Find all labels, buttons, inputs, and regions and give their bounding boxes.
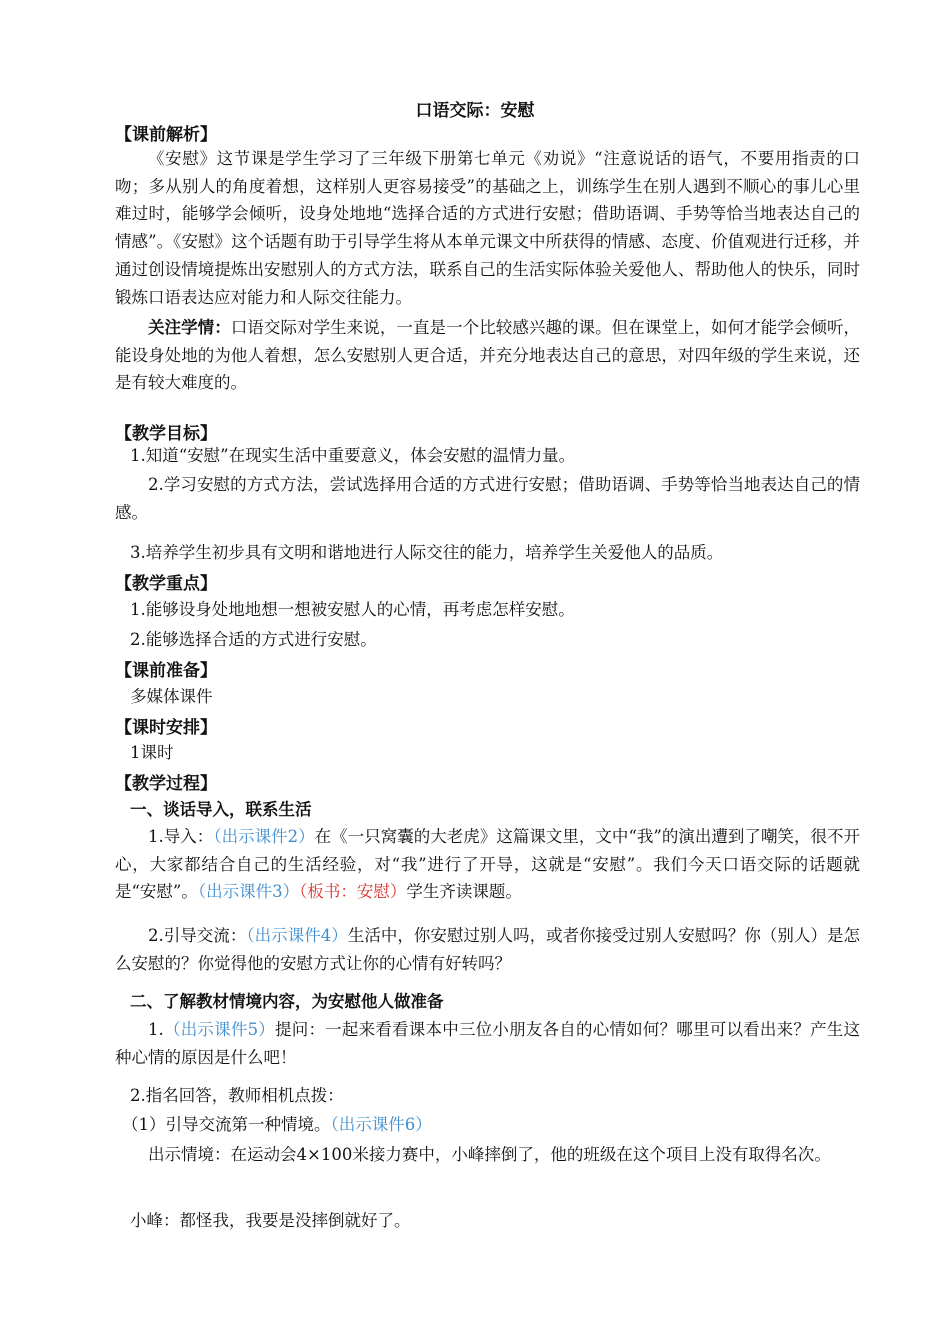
courseware-ref: （出示课件6） [330, 1115, 432, 1134]
heading-analysis: 【课前解析】 [115, 125, 217, 145]
para-text: （1）引导交流第一种情境。 [122, 1115, 331, 1134]
keypoint-item: 1.能够设身处地地想一想被安慰人的心情，再考虑怎样安慰。 [130, 600, 575, 619]
heading-prep: 【课前准备】 [115, 661, 217, 681]
para-text: 提问：一起来看看课本中三位小朋友各自的心情如何？哪里可以看出来？产生这种心情的原因是什么吧！ [115, 1020, 861, 1067]
schedule-text: 1课时 [130, 743, 174, 762]
section-2-title: 二、了解教材情境内容，为安慰他人做准备 [130, 992, 444, 1011]
section-1-paragraph-2 [115, 922, 860, 977]
para-text: 在《一只窝囊的大老虎》这篇课文里，文中“我”的演出遭到了嘲笑，很不开心，大家都结合自己的生活经验，对“我”进行了开导，这就是“安慰”。我们今天口语交际的话题就是“安慰”。 [115, 827, 861, 902]
section-2-paragraph-1 [115, 1016, 860, 1071]
heading-process: 【教学过程】 [115, 774, 217, 794]
para-lead: 1. [148, 1020, 164, 1039]
para-lead: 1.导入： [148, 827, 214, 846]
keypoint-item: 2.能够选择合适的方式进行安慰。 [130, 630, 377, 649]
section-2-paragraph-2: 2.指名回答，教师相机点拨： [130, 1086, 344, 1105]
para-text: 生活中，你安慰过别人吗，或者你接受过别人安慰吗？你（别人）是怎么安慰的？你觉得他的安慰方式让你的心情有好转吗？ [115, 926, 861, 973]
para-text: 学生齐读课题。 [406, 882, 522, 902]
courseware-ref: （出示课件4） [246, 926, 348, 945]
courseware-ref: （出示课件5） [163, 1020, 276, 1039]
section-2-paragraph-3 [122, 1111, 432, 1135]
analysis-paragraph: 《安慰》这节课是学生学习了三年级下册第七单元《劝说》“注意说话的语气，不要用指责的口吻；多从别人的角度着想，这样别人更容易接受”的基础之上，训练学生在别人遇到不顺心的事儿心里难过时，能够学会倾听，设身处地地“选择合适的方式进行安慰；借助语调、手势等恰当地表达自己的情感”。《安慰》这个话题有助于引导学生将从本单元课文中所获得的情感、态度、价值观进行迁移，并通过创设情境提炼出安慰别人的方式方法，联系自己的生活实际体验关爱他人、帮助他人的快乐，同时锻炼口语表达应对能力和人际交往能力。 [115, 149, 860, 307]
section-2-paragraph-5: 小峰：都怪我，我要是没摔倒就好了。 [130, 1211, 411, 1230]
heading-schedule: 【课时安排】 [115, 718, 217, 738]
learner-text: 口语交际对学生来说，一直是一个比较感兴趣的课。但在课堂上，如何才能学会倾听，能设身处地的为他人着想，怎么安慰别人更合适，并充分地表达自己的意思，对四年级的学生来说，还是有较大难度的。 [115, 318, 861, 393]
learner-paragraph [115, 314, 860, 397]
page-title: 口语交际：安慰 [415, 101, 535, 121]
goal-item: 3.培养学生初步具有文明和谐地进行人际交往的能力，培养学生关爱他人的品质。 [130, 543, 724, 562]
board-note: （板书：安慰） [299, 882, 407, 902]
goal-item: 2.学习安慰的方式方法，尝试选择用合适的方式进行安慰；借助语调、手势等恰当地表达自己的情感。 [115, 475, 860, 522]
prep-text: 多媒体课件 [130, 687, 213, 706]
section-1-paragraph-1 [115, 823, 860, 906]
heading-keypoints: 【教学重点】 [115, 574, 217, 594]
section-1-title: 一、谈话导入，联系生活 [130, 800, 312, 819]
section-2-paragraph-4: 出示情境：在运动会4×100米接力赛中，小峰摔倒了，他的班级在这个项目上没有取得名次。 [148, 1145, 831, 1164]
heading-goals: 【教学目标】 [115, 424, 217, 444]
courseware-ref: （出示课件3） [197, 882, 300, 902]
para-lead: 2.引导交流： [148, 926, 247, 945]
goal-item: 1.知道“安慰”在现实生活中重要意义，体会安慰的温情力量。 [130, 446, 576, 465]
learner-label: 关注学情： [148, 318, 231, 337]
courseware-ref: （出示课件2） [213, 827, 315, 846]
